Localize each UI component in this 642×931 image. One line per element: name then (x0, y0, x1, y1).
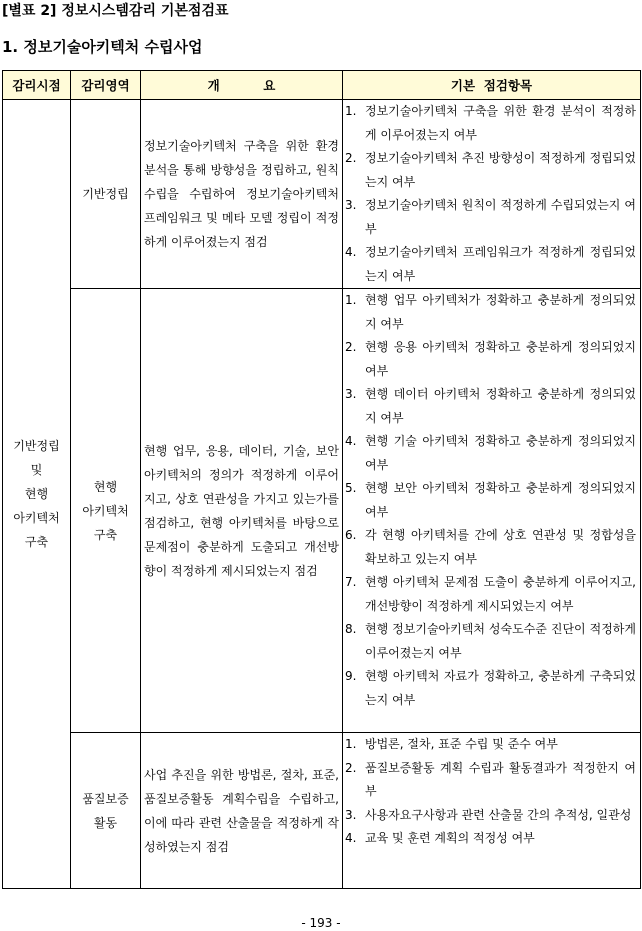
check-item-text: 교육 및 훈련 계획의 적정성 여부 (365, 831, 535, 845)
check-item-text: 현행 데이터 아키텍처 정확하고 충분하게 정의되었지 여부 (365, 387, 636, 425)
table-row (3, 100, 641, 289)
check-item-number: 4. (345, 434, 357, 448)
summary-cell: 현행 업무, 응용, 데이터, 기술, 보안 아키텍처의 정의가 적정하게 이루어지고, 상호 연관성을 가지고 있는가를 점검하고, 현행 아키텍처를 바탕으로 문제점이 충분하게 도출되고 개선방향이 적정하게 제시되었는지 점검 (141, 289, 343, 733)
check-item-number: 9. (345, 669, 357, 683)
check-item-number: 3. (345, 387, 357, 401)
area-cell: 현행 아키텍처 구축 (71, 289, 141, 733)
check-item-number: 8. (345, 622, 357, 636)
check-item (343, 733, 640, 757)
check-item-text: 현행 기술 아키텍처 정확하고 충분하게 정의되었지 여부 (365, 434, 636, 472)
check-items-cell (343, 733, 641, 889)
check-items-cell (343, 100, 641, 289)
check-item-text: 사용자요구사항과 관련 산출물 간의 추적성, 일관성 (365, 807, 632, 822)
check-item-text: 정보기술아키텍처 추진 방향성이 적정하게 정립되었는지 여부 (365, 151, 636, 189)
check-item-text: 현행 응용 아키텍처 정확하고 충분하게 정의되었지 여부 (365, 340, 636, 378)
header-phase: 감리시점 (3, 71, 71, 100)
check-item-number: 4. (345, 831, 357, 845)
check-item-text: 정보기술아키텍처 구축을 위한 환경 분석이 적정하게 이루어졌는지 여부 (365, 104, 636, 142)
summary-cell: 사업 추진을 위한 방법론, 절차, 표준, 품질보증활동 계획수립을 수립하고, 이에 따라 관련 산출물을 적정하게 작성하였는지 점검 (141, 733, 343, 889)
audit-checklist-table (2, 70, 641, 889)
check-item-number: 2. (345, 760, 357, 775)
check-item (343, 430, 640, 477)
section-title: 1. 정보기술아키텍처 수립사업 (2, 38, 203, 56)
check-item-number: 1. (345, 104, 357, 118)
check-item (343, 194, 640, 241)
summary-cell: 정보기술아키텍처 구축을 위한 환경 분석을 통해 방향성을 정립하고, 원칙수립을 수립하여 정보기술아키텍처 프레임워크 및 메타 모델 정립이 적정하게 이루어졌는지 점검 (141, 100, 343, 289)
header-check-items: 기본 점검항목 (343, 71, 641, 100)
table-row (3, 289, 641, 733)
check-item (343, 804, 640, 828)
check-item-text: 현행 보안 아키텍처 정확하고 충분하게 정의되었지 여부 (365, 481, 636, 519)
check-item-number: 1. (345, 293, 357, 307)
check-item-number: 3. (345, 198, 357, 212)
page-title: [별표 2] 정보시스템감리 기본점검표 (2, 3, 229, 19)
check-item (343, 289, 640, 336)
check-item-text: 현행 업무 아키텍처가 정확하고 충분하게 정의되었지 여부 (365, 293, 636, 331)
check-item-number: 2. (345, 151, 357, 165)
check-item (343, 524, 640, 571)
phase-cell: 기반정립 및 현행 아키텍처 구축 (3, 100, 71, 889)
check-item (343, 383, 640, 430)
check-item (343, 618, 640, 665)
check-item-text: 품질보증활동 계획 수립과 활동결과가 적정한지 여부 (365, 760, 636, 798)
check-item-text: 각 현행 아키텍처를 간에 상호 연관성 및 정합성을 확보하고 있는지 여부 (365, 528, 636, 566)
check-item-number: 7. (345, 575, 357, 589)
check-item-number: 5. (345, 481, 357, 495)
check-item-text: 현행 정보기술아키텍처 성숙도수준 진단이 적정하게 이루어졌는지 여부 (365, 622, 636, 660)
check-item-text: 현행 아키텍처 자료가 정확하고, 충분하게 구축되었는지 여부 (365, 669, 636, 707)
check-item (343, 336, 640, 383)
check-item (343, 241, 640, 288)
check-item-number: 4. (345, 245, 357, 259)
check-item (343, 757, 640, 804)
check-item-text: 방법론, 절차, 표준 수립 및 준수 여부 (365, 737, 558, 751)
check-item (343, 571, 640, 618)
check-item-text: 정보기술아키텍처 프레임워크가 적정하게 정립되었는지 여부 (365, 245, 636, 283)
area-cell: 기반정립 (71, 100, 141, 289)
check-item-number: 2. (345, 340, 357, 354)
check-item-text: 정보기술아키텍처 원칙이 적정하게 수립되었는지 여부 (365, 198, 636, 236)
page-number: - 193 - (301, 916, 341, 930)
check-item-text: 현행 아키텍처 문제점 도출이 충분하게 이루어지고, 개선방향이 적정하게 제시되었는지 여부 (365, 575, 636, 613)
check-items-cell (343, 289, 641, 733)
check-item-number: 1. (345, 737, 357, 751)
header-area: 감리영역 (71, 71, 141, 100)
check-item (343, 827, 640, 851)
check-item (343, 665, 640, 712)
check-item-number: 3. (345, 807, 357, 822)
check-item (343, 477, 640, 524)
header-summary: 개 요 (141, 71, 343, 100)
area-cell: 품질보증 활동 (71, 733, 141, 889)
check-item (343, 147, 640, 194)
table-header-row (3, 71, 641, 100)
table-row (3, 733, 641, 889)
check-item-number: 6. (345, 528, 357, 542)
check-item (343, 100, 640, 147)
